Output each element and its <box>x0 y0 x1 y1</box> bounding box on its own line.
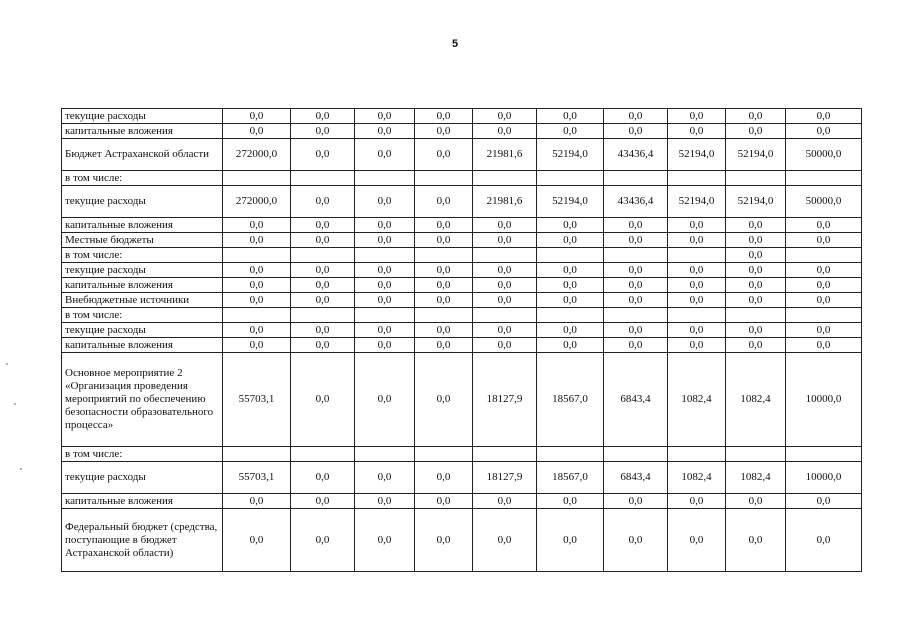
table-cell: 0,0 <box>668 124 726 139</box>
table-cell: 43436,4 <box>604 186 668 218</box>
table-cell: 1082,4 <box>668 462 726 494</box>
table-cell <box>604 248 668 263</box>
table-cell: 0,0 <box>786 293 862 308</box>
table-cell: 55703,1 <box>223 353 291 447</box>
table-cell: 0,0 <box>355 338 415 353</box>
table-cell: 0,0 <box>726 248 786 263</box>
row-label: капитальные вложения <box>62 218 223 233</box>
table-cell <box>291 447 355 462</box>
row-label: капитальные вложения <box>62 338 223 353</box>
table-cell <box>726 171 786 186</box>
table-cell <box>726 447 786 462</box>
table-cell: 0,0 <box>668 293 726 308</box>
table-cell: 0,0 <box>604 124 668 139</box>
row-label: Федеральный бюджет (средства, поступающие в бюджет Астраханской области) <box>62 509 223 572</box>
row-label: в том числе: <box>62 171 223 186</box>
table-cell: 52194,0 <box>726 139 786 171</box>
table-cell: 0,0 <box>726 218 786 233</box>
table-cell <box>668 308 726 323</box>
table-cell: 0,0 <box>415 263 473 278</box>
table-cell <box>537 248 604 263</box>
table-cell: 0,0 <box>726 124 786 139</box>
page-number: 5 <box>451 38 459 50</box>
table-cell <box>355 447 415 462</box>
table-cell: 0,0 <box>786 509 862 572</box>
table-cell <box>473 248 537 263</box>
table-cell: 0,0 <box>223 338 291 353</box>
table-cell <box>223 447 291 462</box>
table-cell: 0,0 <box>415 233 473 248</box>
table-cell: 0,0 <box>415 124 473 139</box>
table-cell: 0,0 <box>415 462 473 494</box>
table-cell: 0,0 <box>604 494 668 509</box>
scan-speck <box>20 468 22 470</box>
table-cell: 0,0 <box>537 509 604 572</box>
table-cell <box>355 248 415 263</box>
table-cell: 21981,6 <box>473 139 537 171</box>
table-cell: 0,0 <box>415 186 473 218</box>
table-cell: 0,0 <box>415 218 473 233</box>
table-cell: 0,0 <box>726 293 786 308</box>
table-cell: 0,0 <box>291 293 355 308</box>
table-cell: 0,0 <box>291 233 355 248</box>
table-cell: 0,0 <box>726 338 786 353</box>
table-cell: 0,0 <box>291 462 355 494</box>
table-cell: 52194,0 <box>537 139 604 171</box>
table-row <box>62 218 862 233</box>
table-cell: 0,0 <box>726 323 786 338</box>
table-cell: 0,0 <box>291 509 355 572</box>
scan-speck <box>14 403 16 405</box>
table-cell <box>604 308 668 323</box>
table-cell: 0,0 <box>223 509 291 572</box>
table-row <box>62 308 862 323</box>
table-cell: 0,0 <box>473 263 537 278</box>
table-cell <box>415 308 473 323</box>
table-cell: 0,0 <box>291 186 355 218</box>
table-cell: 0,0 <box>537 293 604 308</box>
table-cell: 0,0 <box>291 323 355 338</box>
table-cell: 0,0 <box>726 494 786 509</box>
row-label: Бюджет Астраханской области <box>62 139 223 171</box>
table-cell: 0,0 <box>726 263 786 278</box>
table-cell: 0,0 <box>537 494 604 509</box>
table-cell: 0,0 <box>786 124 862 139</box>
table-cell: 0,0 <box>355 263 415 278</box>
table-row <box>62 233 862 248</box>
table-cell: 0,0 <box>668 509 726 572</box>
table-cell: 0,0 <box>668 494 726 509</box>
table-cell: 0,0 <box>537 338 604 353</box>
table-cell <box>415 171 473 186</box>
table-cell: 0,0 <box>726 109 786 124</box>
table-cell <box>415 447 473 462</box>
table-cell: 0,0 <box>668 233 726 248</box>
table-cell: 43436,4 <box>604 139 668 171</box>
table-cell: 0,0 <box>604 278 668 293</box>
row-label: текущие расходы <box>62 109 223 124</box>
table-cell: 0,0 <box>726 278 786 293</box>
table-cell <box>355 308 415 323</box>
table-row <box>62 186 862 218</box>
table-row <box>62 462 862 494</box>
table-cell <box>473 447 537 462</box>
table-cell: 1082,4 <box>726 462 786 494</box>
table-cell <box>537 308 604 323</box>
table-cell: 0,0 <box>355 293 415 308</box>
table-cell: 0,0 <box>537 233 604 248</box>
row-label: капитальные вложения <box>62 124 223 139</box>
table-cell: 0,0 <box>786 218 862 233</box>
row-label: в том числе: <box>62 248 223 263</box>
table-cell: 0,0 <box>223 218 291 233</box>
row-label: Основное мероприятие 2 «Организация проведения мероприятий по обеспечению безопасности образовательного процесса» <box>62 353 223 447</box>
table-cell <box>223 171 291 186</box>
table-cell: 272000,0 <box>223 139 291 171</box>
table-cell: 0,0 <box>786 323 862 338</box>
table-cell: 0,0 <box>604 218 668 233</box>
table-cell: 0,0 <box>223 124 291 139</box>
table-cell: 6843,4 <box>604 353 668 447</box>
table-cell: 0,0 <box>604 338 668 353</box>
table-row <box>62 323 862 338</box>
table-cell: 0,0 <box>668 109 726 124</box>
table-cell: 18567,0 <box>537 462 604 494</box>
table-cell: 0,0 <box>604 323 668 338</box>
table-cell <box>786 171 862 186</box>
table-cell: 1082,4 <box>668 353 726 447</box>
table-cell: 52194,0 <box>537 186 604 218</box>
table-cell: 0,0 <box>537 109 604 124</box>
table-cell: 52194,0 <box>726 186 786 218</box>
table-cell: 0,0 <box>668 218 726 233</box>
table-cell: 0,0 <box>291 494 355 509</box>
table-row <box>62 278 862 293</box>
table-cell <box>355 171 415 186</box>
table-cell: 0,0 <box>415 509 473 572</box>
table-cell: 0,0 <box>473 293 537 308</box>
table-row <box>62 263 862 278</box>
table-cell <box>291 171 355 186</box>
table-cell <box>726 308 786 323</box>
table-cell <box>604 171 668 186</box>
row-label: в том числе: <box>62 308 223 323</box>
table-cell: 10000,0 <box>786 353 862 447</box>
table-cell: 52194,0 <box>668 139 726 171</box>
table-cell <box>473 171 537 186</box>
table-cell: 0,0 <box>355 124 415 139</box>
table-row <box>62 109 862 124</box>
table-cell: 0,0 <box>415 278 473 293</box>
row-label: капитальные вложения <box>62 494 223 509</box>
row-label: Местные бюджеты <box>62 233 223 248</box>
table-cell: 0,0 <box>473 509 537 572</box>
row-label: в том числе: <box>62 447 223 462</box>
table-cell: 0,0 <box>415 293 473 308</box>
table-cell: 0,0 <box>537 218 604 233</box>
table-cell: 50000,0 <box>786 186 862 218</box>
table-cell: 0,0 <box>786 109 862 124</box>
table-row <box>62 248 862 263</box>
table-cell: 0,0 <box>726 509 786 572</box>
table-cell: 0,0 <box>355 323 415 338</box>
table-cell: 0,0 <box>473 338 537 353</box>
table-cell: 0,0 <box>473 109 537 124</box>
table-cell: 0,0 <box>668 323 726 338</box>
table-cell: 18567,0 <box>537 353 604 447</box>
table-cell: 0,0 <box>223 263 291 278</box>
table-cell: 0,0 <box>355 233 415 248</box>
table-row <box>62 293 862 308</box>
table-cell: 6843,4 <box>604 462 668 494</box>
table-cell <box>415 248 473 263</box>
table-cell: 0,0 <box>223 323 291 338</box>
table-cell <box>786 308 862 323</box>
table-cell: 0,0 <box>786 278 862 293</box>
table-cell: 0,0 <box>355 109 415 124</box>
table-cell: 0,0 <box>355 278 415 293</box>
table-cell: 0,0 <box>537 278 604 293</box>
table-row <box>62 139 862 171</box>
table-cell: 272000,0 <box>223 186 291 218</box>
table-cell <box>786 447 862 462</box>
scan-speck <box>6 363 8 365</box>
row-label: Внебюджетные источники <box>62 293 223 308</box>
table-cell: 0,0 <box>291 263 355 278</box>
table-cell: 0,0 <box>604 233 668 248</box>
table-cell: 0,0 <box>355 509 415 572</box>
table-cell: 0,0 <box>355 218 415 233</box>
table-cell: 0,0 <box>473 323 537 338</box>
table-cell: 10000,0 <box>786 462 862 494</box>
table-cell: 0,0 <box>473 218 537 233</box>
table-cell: 0,0 <box>291 139 355 171</box>
table-cell: 0,0 <box>726 233 786 248</box>
table-cell: 0,0 <box>223 293 291 308</box>
table-cell: 0,0 <box>415 109 473 124</box>
row-label: текущие расходы <box>62 462 223 494</box>
table-cell: 0,0 <box>668 278 726 293</box>
table-cell: 0,0 <box>604 293 668 308</box>
table-cell: 0,0 <box>291 218 355 233</box>
table-row <box>62 171 862 186</box>
table-cell <box>537 447 604 462</box>
table-cell: 0,0 <box>223 494 291 509</box>
table-cell: 0,0 <box>604 263 668 278</box>
table-cell: 0,0 <box>291 338 355 353</box>
table-cell: 0,0 <box>415 139 473 171</box>
table-cell: 0,0 <box>355 462 415 494</box>
row-label: капитальные вложения <box>62 278 223 293</box>
table-cell: 0,0 <box>223 233 291 248</box>
table-cell: 0,0 <box>668 338 726 353</box>
table-cell: 0,0 <box>786 494 862 509</box>
table-cell: 0,0 <box>537 263 604 278</box>
table-cell: 0,0 <box>223 278 291 293</box>
table-cell: 55703,1 <box>223 462 291 494</box>
table-cell <box>668 447 726 462</box>
table-cell: 18127,9 <box>473 462 537 494</box>
table-cell <box>786 248 862 263</box>
table-cell: 0,0 <box>291 278 355 293</box>
table-cell: 0,0 <box>415 338 473 353</box>
table-cell: 52194,0 <box>668 186 726 218</box>
table-cell <box>291 248 355 263</box>
table-row <box>62 509 862 572</box>
table-cell <box>604 447 668 462</box>
table-cell: 0,0 <box>668 263 726 278</box>
table-cell: 0,0 <box>415 494 473 509</box>
table-cell: 50000,0 <box>786 139 862 171</box>
table-cell: 0,0 <box>604 509 668 572</box>
table-cell: 0,0 <box>786 233 862 248</box>
table-cell: 0,0 <box>604 109 668 124</box>
table-cell <box>223 248 291 263</box>
table-cell: 0,0 <box>355 353 415 447</box>
table-row <box>62 494 862 509</box>
table-cell <box>473 308 537 323</box>
table-cell: 0,0 <box>415 323 473 338</box>
table-cell <box>668 171 726 186</box>
table-cell: 0,0 <box>473 278 537 293</box>
table-cell: 0,0 <box>473 233 537 248</box>
table-cell: 0,0 <box>537 124 604 139</box>
table-cell: 0,0 <box>786 263 862 278</box>
row-label: текущие расходы <box>62 323 223 338</box>
table-cell: 0,0 <box>786 338 862 353</box>
budget-table <box>61 108 862 572</box>
table-cell: 18127,9 <box>473 353 537 447</box>
table-row <box>62 353 862 447</box>
table-cell: 0,0 <box>291 124 355 139</box>
table-cell: 0,0 <box>355 186 415 218</box>
table-cell <box>223 308 291 323</box>
table-cell: 0,0 <box>291 353 355 447</box>
table-row <box>62 338 862 353</box>
table-cell <box>537 171 604 186</box>
row-label: текущие расходы <box>62 186 223 218</box>
table-row <box>62 124 862 139</box>
table-cell: 0,0 <box>537 323 604 338</box>
table-cell: 0,0 <box>291 109 355 124</box>
table-row <box>62 447 862 462</box>
row-label: текущие расходы <box>62 263 223 278</box>
table-cell: 0,0 <box>355 494 415 509</box>
table-cell: 0,0 <box>355 139 415 171</box>
table-cell: 0,0 <box>473 124 537 139</box>
table-cell: 0,0 <box>473 494 537 509</box>
table-cell <box>291 308 355 323</box>
table-cell: 0,0 <box>223 109 291 124</box>
table-cell: 21981,6 <box>473 186 537 218</box>
table-cell: 0,0 <box>415 353 473 447</box>
table-body <box>62 109 862 572</box>
table-cell <box>668 248 726 263</box>
table-cell: 1082,4 <box>726 353 786 447</box>
